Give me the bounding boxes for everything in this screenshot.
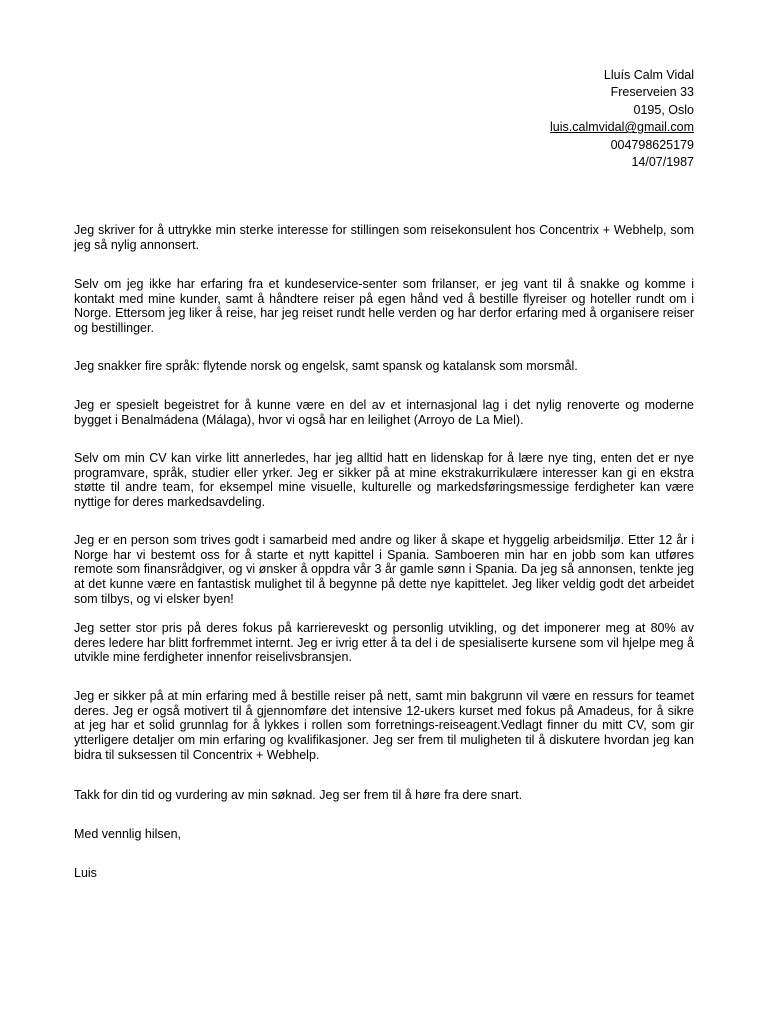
signature: Luis [74,866,97,880]
paragraph-cv: Selv om min CV kan virke litt annerledes, har jeg alltid hatt en lidenskap for å lære nye ting, enten det er nye programvare, språk, studier eller yrker. Jeg er sikker på at mine ekstrakurrikulære interesser kan gi en ekstra støtte til andre team, for eksempel mine visuelle, kulturelle og markedsføringsmessige ferdigheter kan være nyttige for deres markedsavdeling. [74,451,694,510]
paragraph-resource: Jeg er sikker på at min erfaring med å bestille reiser på nett, samt min bakgrunn vil være en ressurs for teamet deres. Jeg er også motivert til å gjennomføre det intensive 12-ukers kurset med fokus på Amadeus, for å sikre at jeg har et solid grunnlag for å lykkes i rollen som forretnings-reiseagent.Vedlagt finner du mitt CV, som gir ytterligere detaljer om min erfaring og kvalifikasjoner. Jeg ser frem til muligheten til å diskutere hvordan jeg kan bidra til suksessen til Concentrix + Webhelp. [74,689,694,762]
sender-address-block [550,67,694,171]
sender-name: Lluís Calm Vidal [603,68,694,82]
paragraph-interest: Jeg skriver for å uttrykke min sterke interesse for stillingen som reisekonsulent hos Concentrix + Webhelp, som jeg så nylig annonsert. [74,223,694,252]
closing-line: Med vennlig hilsen, [74,827,182,841]
paragraph-location: Jeg er spesielt begeistret for å kunne være en del av et internasjonal lag i det nylig renoverte og moderne bygget i Benalmádena (Málaga), hvor vi også har en leilighet (Arroyo de La Miel). [74,398,694,427]
paragraph-thanks: Takk for din tid og vurdering av min søknad. Jeg ser frem til å høre fra dere snart. [74,788,523,802]
sender-email-link[interactable]: luis.calmvidal@gmail.com [550,120,694,135]
paragraph-career-focus: Jeg setter stor pris på deres fokus på karriereveskt og personlig utvikling, og det imponerer meg at 80% av deres ledere har blitt forfremmet internt. Jeg er ivrig etter å ta del i de spesialiserte kursene som vil hjelpe meg å utvikle mine ferdigheter innenfor reiselivsbransjen. [74,621,694,665]
sender-city: 0195, Oslo [633,102,694,117]
sender-birthdate: 14/07/1987 [631,155,694,170]
paragraph-experience: Selv om jeg ikke har erfaring fra et kundeservice-senter som frilanser, er jeg vant til å snakke og komme i kontakt med mine kunder, samt å håndtere reiser på egen hånd ved å bestille flyreiser og hoteller rundt om i Norge. Ettersom jeg liker å reise, har jeg reiset rundt helle verden og har derfor erfaring med å organisere reiser og bestillinger. [74,277,694,336]
paragraph-languages: Jeg snakker fire språk: flytende norsk og engelsk, samt spansk og katalansk som morsmål. [74,359,578,373]
paragraph-personality: Jeg er en person som trives godt i samarbeid med andre og liker å skape et hyggelig arbeidsmiljø. Etter 12 år i Norge har vi bestemt oss for å starte et nytt kapittel i Spania. Samboeren min har en jobb som kan utføres remote som finansrådgiver, og vi ønsker å oppdra vår 3 år gamle sønn i Spania. Da jeg så annonsen, tenkte jeg at det kunne være en fantastisk mulighet til å begynne på dette nye kapittelet. Jeg liker veldig godt det arbeidet som tilbys, og vi elsker byen! [74,533,694,606]
sender-street: Freserveien 33 [610,85,694,100]
sender-phone: 004798625179 [610,137,694,152]
